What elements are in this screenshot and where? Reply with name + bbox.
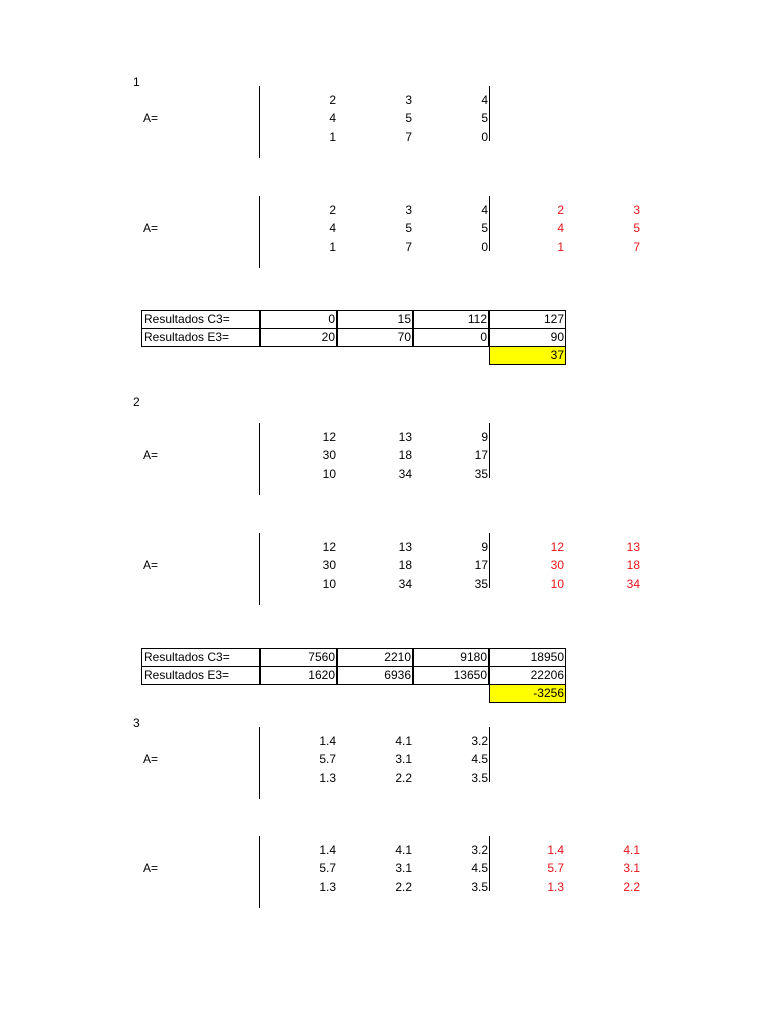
matrix-cell: 5.7: [319, 861, 336, 876]
matrix-cell: 10: [322, 466, 336, 481]
matrix-cell: 4: [329, 111, 336, 126]
matrix-cell: 12: [322, 430, 336, 444]
results-c3-cell: 0: [260, 310, 337, 329]
matrix-label: A=: [143, 558, 159, 573]
extended-cell: 3: [633, 203, 640, 217]
extended-cell: 1.4: [547, 843, 564, 857]
matrix-right-bar: [489, 423, 490, 478]
matrix-cell: 2.2: [395, 879, 412, 894]
matrix-left-bar: [259, 836, 260, 908]
matrix-cell: 35: [474, 466, 488, 481]
matrix-cell: 5: [481, 111, 488, 126]
matrix-cell: 4.5: [471, 752, 488, 767]
extended-cell: 5.7: [547, 861, 564, 876]
matrix-cell: 4: [481, 203, 488, 217]
matrix-cell: 4.5: [471, 861, 488, 876]
matrix-cell: 4.1: [395, 843, 412, 857]
extended-cell: 13: [626, 540, 640, 554]
matrix-label: A=: [143, 221, 159, 236]
extended-cell: 4.1: [623, 843, 640, 857]
results-c3-cell: 9180: [413, 648, 489, 667]
results-c3-cell: 18950: [489, 648, 566, 667]
matrix-cell: 18: [398, 448, 412, 463]
matrix-label: A=: [143, 861, 159, 876]
extended-cell: 2.2: [623, 879, 640, 894]
results-c3-cell: 7560: [260, 648, 337, 667]
results-e3-cell: 0: [413, 328, 489, 347]
matrix-cell: 3.2: [471, 843, 488, 857]
extended-cell: 34: [626, 576, 640, 591]
matrix-cell: 17: [474, 448, 488, 463]
results-c3-cell: 112: [413, 310, 489, 329]
results-e3-cell: 1620: [260, 666, 337, 685]
matrix-cell: 4.1: [395, 734, 412, 748]
matrix-cell: 12: [322, 540, 336, 554]
matrix-cell: 1.3: [319, 770, 336, 785]
results-c3-label: Resultados C3=: [141, 310, 260, 329]
matrix-cell: 2: [329, 93, 336, 107]
results-e3-cell: 6936: [337, 666, 413, 685]
matrix-cell: 4: [481, 93, 488, 107]
matrix-cell: 1.4: [319, 734, 336, 748]
extended-cell: 3.1: [623, 861, 640, 876]
extended-cell: 30: [550, 558, 564, 573]
matrix-cell: 34: [398, 466, 412, 481]
matrix-cell: 9: [481, 430, 488, 444]
results-c3-label: Resultados C3=: [141, 648, 260, 667]
matrix-cell: 5: [405, 221, 412, 236]
extended-cell: 4: [557, 221, 564, 236]
matrix-cell: 9: [481, 540, 488, 554]
matrix-cell: 35: [474, 576, 488, 591]
matrix-cell: 3: [405, 203, 412, 217]
matrix-label: A=: [143, 448, 159, 463]
matrix-cell: 1: [329, 239, 336, 254]
extended-cell: 1.3: [547, 879, 564, 894]
matrix-cell: 18: [398, 558, 412, 573]
matrix-cell: 0: [481, 129, 488, 144]
matrix-left-bar: [259, 727, 260, 799]
matrix-cell: 5.7: [319, 752, 336, 767]
matrix-left-bar: [259, 533, 260, 605]
matrix-cell: 3.2: [471, 734, 488, 748]
matrix-right-bar: [489, 86, 490, 141]
results-e3-label: Resultados E3=: [141, 666, 260, 685]
matrix-right-bar: [489, 727, 490, 782]
matrix-cell: 2.2: [395, 770, 412, 785]
matrix-cell: 7: [405, 239, 412, 254]
determinant-cell: 37: [489, 346, 566, 365]
matrix-cell: 13: [398, 540, 412, 554]
matrix-left-bar: [259, 196, 260, 268]
matrix-cell: 1.4: [319, 843, 336, 857]
matrix-label: A=: [143, 752, 159, 767]
extended-cell: 7: [633, 239, 640, 254]
extended-cell: 1: [557, 239, 564, 254]
matrix-cell: 3.5: [471, 879, 488, 894]
extended-cell: 18: [626, 558, 640, 573]
matrix-left-bar: [259, 86, 260, 158]
results-c3-cell: 15: [337, 310, 413, 329]
matrix-cell: 1.3: [319, 879, 336, 894]
matrix-cell: 2: [329, 203, 336, 217]
matrix-label: A=: [143, 111, 159, 126]
results-e3-cell: 90: [489, 328, 566, 347]
matrix-cell: 3.1: [395, 752, 412, 767]
matrix-cell: 30: [322, 558, 336, 573]
results-e3-label: Resultados E3=: [141, 328, 260, 347]
results-e3-cell: 22206: [489, 666, 566, 685]
matrix-cell: 17: [474, 558, 488, 573]
matrix-cell: 1: [329, 129, 336, 144]
matrix-cell: 10: [322, 576, 336, 591]
matrix-cell: 5: [481, 221, 488, 236]
matrix-cell: 13: [398, 430, 412, 444]
extended-cell: 10: [550, 576, 564, 591]
matrix-cell: 3: [405, 93, 412, 107]
matrix-right-bar: [489, 533, 490, 588]
extended-cell: 2: [557, 203, 564, 217]
matrix-cell: 34: [398, 576, 412, 591]
results-e3-cell: 70: [337, 328, 413, 347]
determinant-cell: -3256: [489, 684, 566, 703]
problem-number: 2: [133, 395, 140, 409]
results-e3-cell: 20: [260, 328, 337, 347]
matrix-cell: 3.5: [471, 770, 488, 785]
matrix-cell: 5: [405, 111, 412, 126]
matrix-cell: 4: [329, 221, 336, 236]
matrix-left-bar: [259, 423, 260, 495]
matrix-cell: 30: [322, 448, 336, 463]
matrix-cell: 0: [481, 239, 488, 254]
problem-number: 1: [133, 75, 140, 89]
matrix-right-bar: [489, 196, 490, 251]
results-c3-cell: 2210: [337, 648, 413, 667]
extended-cell: 5: [633, 221, 640, 236]
matrix-cell: 7: [405, 129, 412, 144]
results-e3-cell: 13650: [413, 666, 489, 685]
matrix-right-bar: [489, 836, 490, 891]
matrix-cell: 3.1: [395, 861, 412, 876]
problem-number: 3: [133, 716, 140, 730]
results-c3-cell: 127: [489, 310, 566, 329]
extended-cell: 12: [550, 540, 564, 554]
